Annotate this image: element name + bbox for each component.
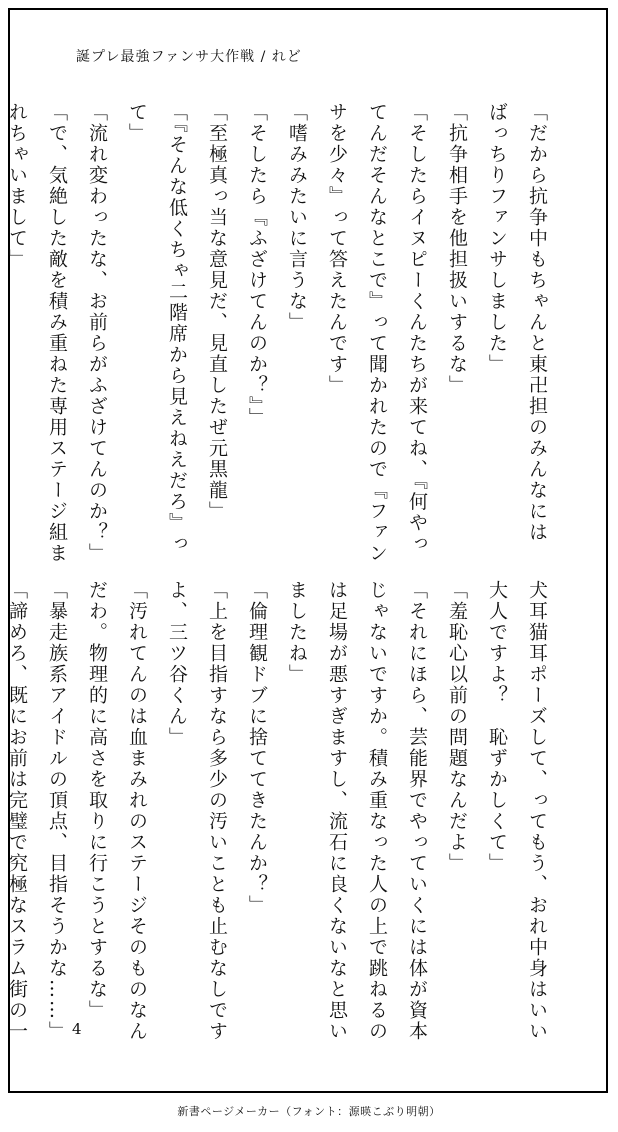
- text-line: 「汚れてんのは血まみれのステージそのものなん: [126, 580, 148, 1042]
- text-line: 大人ですよ？ 恥ずかしくて」: [486, 580, 508, 874]
- text-line: 「で、気絶した敵を積み重ねた専用ステージ組ま: [46, 102, 68, 564]
- text-line: 「流れ変わったな、お前らがふざけてんのか？」: [86, 102, 108, 564]
- text-line: 「そしたらイヌピーくんたちが来てね、『何やっ: [406, 102, 428, 555]
- text-line: は足場が悪すぎますし、流石に良くないなと思い: [326, 580, 348, 1042]
- text-line: サを少々』って答えたんです」: [326, 102, 348, 396]
- text-line: ましたね」: [286, 580, 308, 685]
- page-frame: [8, 8, 608, 1093]
- page-number: 4: [72, 1020, 82, 1038]
- text-line: 「倫理観ドブに捨ててきたんか？」: [246, 580, 268, 916]
- text-line: 「至極真っ当な意見だ、見直したぜ元黒龍」: [206, 102, 228, 522]
- text-line: て」: [126, 102, 148, 144]
- text-line: 「諦めろ、既にお前は完璧で究極なスラム街の一: [6, 580, 28, 1042]
- text-line: だわ。物理的に高さを取りに行こうとするな」: [86, 580, 108, 1021]
- text-line: 「だから抗争中もちゃんと東卍担のみんなには: [526, 102, 548, 543]
- text-line: 「羞恥心以前の問題なんだよ」: [446, 580, 468, 874]
- text-line: よ、三ツ谷くん」: [166, 580, 188, 748]
- text-line: てんだそんなとこで』って聞かれたので『ファン: [366, 102, 388, 564]
- text-line: 「そしたら『ふざけてんのか？』」: [246, 102, 268, 429]
- bottom-text-block: [6, 580, 548, 1042]
- top-text-block: [6, 102, 548, 564]
- page-header: 誕プレ最強ファンサ大作戦 / れど: [76, 49, 302, 65]
- text-line: 「暴走族系アイドルの頂点、目指そうかな……」: [46, 580, 68, 1042]
- text-line: じゃないですか。積み重なった人の上で跳ねるの: [366, 580, 388, 1042]
- footer-credit: 新書ページメーカー（フォント：源暎こぶり明朝）: [177, 1105, 441, 1118]
- text-line: 「抗争相手を他担扱いするな」: [446, 102, 468, 396]
- text-line: 「それにほら、芸能界でやっていくには体が資本: [406, 580, 428, 1042]
- text-line: 「上を目指すなら多少の汚いことも止むなしです: [206, 580, 228, 1042]
- text-line: 犬耳猫耳ポーズして、ってもう、おれ中身はいい: [526, 580, 548, 1042]
- text-line: 「嗜みみたいに言うな」: [286, 102, 308, 333]
- text-line: れちゃいまして」: [6, 102, 28, 270]
- text-line: ばっちりファンサしました」: [486, 102, 508, 375]
- text-line: 「『そんな低くちゃ二階席から見えねえだろ』っ: [166, 102, 188, 555]
